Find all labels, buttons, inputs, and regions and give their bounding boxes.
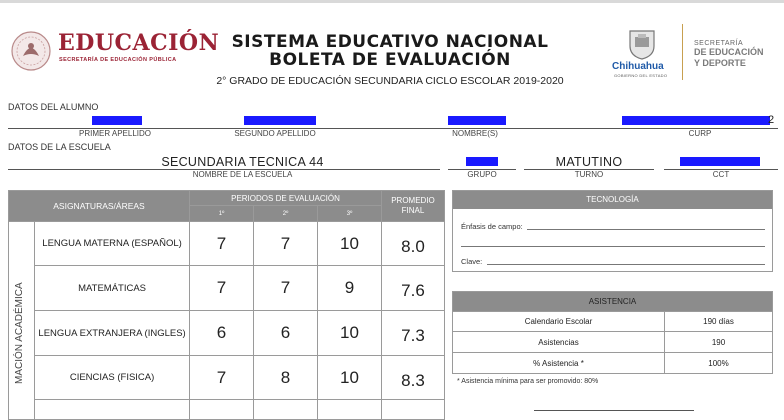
asistencia-value: 100%: [665, 353, 773, 374]
table-row: [9, 266, 445, 311]
enfasis-line: [527, 229, 765, 230]
period-1-header: 1º: [190, 206, 254, 222]
table-row: [453, 312, 773, 332]
table-row: [9, 311, 445, 356]
grades-table: [8, 190, 445, 420]
grade-p3: 10: [318, 222, 382, 266]
grade-p2: 6: [254, 311, 318, 356]
asistencia-note: * Asistencia mínima para ser promovido: 80%: [457, 378, 599, 385]
grade-p3: 10: [318, 356, 382, 400]
redacted-cct: [680, 157, 760, 166]
period-2-header: 2º: [254, 206, 318, 222]
clave-line: [487, 264, 765, 265]
redacted-primer-apellido: [92, 116, 142, 125]
secretaria-line3: Y DEPORTE: [694, 58, 746, 68]
alumno-section-label: DATOS DEL ALUMNO: [8, 102, 99, 112]
document-subtitle: BOLETA DE EVALUACIÓN: [269, 50, 511, 70]
grade-p3: [318, 400, 382, 420]
escuela-nombre: SECUNDARIA TECNICA 44: [161, 155, 324, 169]
tecnologia-box: [452, 190, 773, 272]
clave-label: Clave:: [461, 257, 483, 266]
nombres-label: NOMBRE(S): [452, 129, 498, 138]
grade-p2: 7: [254, 266, 318, 311]
top-border: [0, 0, 784, 3]
final-header: [382, 191, 445, 222]
grade-p1: 6: [190, 311, 254, 356]
redacted-segundo-apellido: [244, 116, 316, 125]
grade-p3: 9: [318, 266, 382, 311]
turno-label: TURNO: [574, 170, 604, 179]
subject-name: MATEMÁTICAS: [35, 266, 190, 311]
curp-tail: 2: [768, 114, 775, 126]
final-header-line1: PROMEDIO: [391, 196, 435, 205]
grade-p1: 7: [190, 266, 254, 311]
redacted-nombres: [448, 116, 506, 125]
grade-p3: 10: [318, 311, 382, 356]
final-header-line2: FINAL: [401, 206, 425, 215]
grade-p1: 7: [190, 356, 254, 400]
secretaria-line2: DE EDUCACIÓN: [694, 47, 764, 57]
document-title: SISTEMA EDUCATIVO NACIONAL: [231, 32, 549, 52]
asistencia-label: Asistencias: [453, 332, 665, 353]
grade-final: 7.6: [382, 266, 445, 311]
grade-final: 7.3: [382, 311, 445, 356]
asistencia-value: 190 días: [665, 312, 773, 332]
table-row: [453, 353, 773, 374]
enfasis-label: Énfasis de campo:: [461, 222, 523, 231]
primer-apellido-label: PRIMER APELLIDO: [78, 129, 152, 138]
asistencia-label: Calendario Escolar: [453, 312, 665, 332]
asistencia-table: [452, 291, 773, 374]
chihuahua-sub: GOBIERNO DEL ESTADO: [614, 73, 668, 78]
secretaria-line1: SECRETARÍA: [694, 40, 744, 47]
subjects-header: ASIGNATURAS/ÁREAS: [9, 191, 190, 222]
redacted-curp: [622, 116, 770, 125]
subject-name: LENGUA EXTRANJERA (INGLES): [35, 311, 190, 356]
table-row: [9, 222, 445, 266]
grade-cycle-label: 2° GRADO DE EDUCACIÓN SECUNDARIA CICLO ESCOLAR 2019-2020: [216, 75, 564, 87]
grade-p2: 7: [254, 222, 318, 266]
grade-p1: [190, 400, 254, 420]
chihuahua-shield-icon: [627, 28, 657, 60]
signature-line: [534, 410, 694, 411]
asistencia-value: 190: [665, 332, 773, 353]
asistencia-label: % Asistencia *: [453, 353, 665, 374]
sep-logo-subtitle: SECRETARÍA DE EDUCACIÓN PÚBLICA: [59, 57, 177, 63]
period-3-header: 3º: [318, 206, 382, 222]
table-row: [9, 356, 445, 400]
subject-name: CIENCIAS (FISICA): [35, 356, 190, 400]
asistencia-title: ASISTENCIA: [453, 292, 773, 312]
grade-final: 8.3: [382, 356, 445, 400]
enfasis-line-2: [461, 246, 765, 247]
redacted-grupo: [466, 157, 498, 166]
table-row: [9, 400, 445, 420]
logo-divider: [682, 24, 683, 80]
escuela-nombre-label: NOMBRE DE LA ESCUELA: [192, 170, 293, 179]
tecnologia-title: TECNOLOGÍA: [453, 191, 772, 209]
grade-p2: [254, 400, 318, 420]
grade-final: [382, 400, 445, 420]
turno-value: MATUTINO: [555, 155, 623, 169]
curp-label: CURP: [688, 129, 712, 138]
table-row: [453, 332, 773, 353]
periods-header: PERIODOS DE EVALUACIÓN: [190, 191, 382, 206]
formacion-academica-label: MACIÓN ACADÉMICA: [14, 282, 25, 384]
cct-label: CCT: [712, 170, 730, 179]
escuela-section-label: DATOS DE LA ESCUELA: [8, 142, 111, 152]
grade-p2: 8: [254, 356, 318, 400]
subject-name: LENGUA MATERNA (ESPAÑOL): [35, 222, 190, 266]
sep-eagle-logo: [10, 30, 52, 72]
sep-logo-title: EDUCACIÓN: [58, 30, 220, 56]
segundo-apellido-label: SEGUNDO APELLIDO: [234, 129, 316, 138]
side-label-clip: [10, 228, 35, 412]
grade-final: 8.0: [382, 222, 445, 266]
grupo-label: GRUPO: [467, 170, 497, 179]
grade-p1: 7: [190, 222, 254, 266]
chihuahua-label: Chihuahua: [612, 61, 664, 72]
subject-name: [35, 400, 190, 420]
